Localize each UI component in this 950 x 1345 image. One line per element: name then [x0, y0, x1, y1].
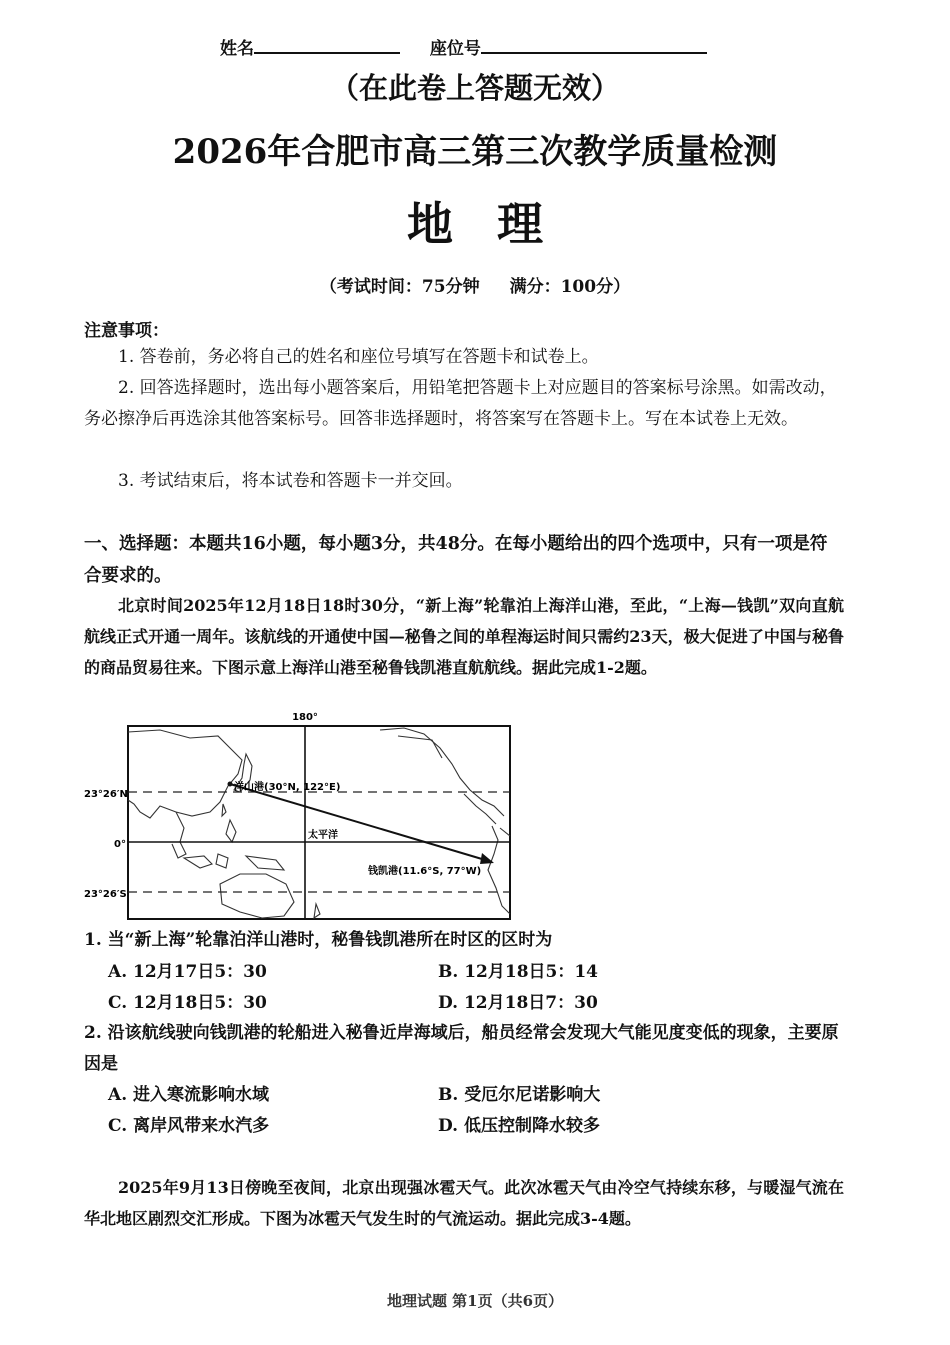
question-2-option-b: B. 受厄尔尼诺影响大	[438, 1085, 601, 1105]
time-info: （考试时间：75分钟	[319, 277, 480, 297]
question-1-option-d: D. 12月18日7：30	[438, 993, 598, 1013]
notice-item-2: 2. 回答选择题时，选出每小题答案后，用铅笔把答题卡上对应题目的答案标号涂黑。如需改动，务必擦净后再选涂其他答案标号。回答非选择题时，将答案写在答题卡上。写在本试卷上无效。	[84, 378, 837, 429]
section-heading: 一、选择题：本题共16小题，每小题3分，共48分。在每小题给出的四个选项中，只有一项是符合要求的。	[84, 534, 828, 586]
name-seat-line	[220, 34, 707, 59]
invalid-note: （在此卷上答题无效）	[329, 71, 620, 105]
lat-equator-label: 0°	[114, 839, 126, 850]
notice-item-3: 3. 考试结束后，将本试卷和答题卡一并交回。	[118, 471, 463, 491]
exam-title: 2026年合肥市高三第三次教学质量检测	[172, 132, 778, 172]
meridian-180-label: 180°	[292, 712, 318, 723]
question-1-stem: 1. 当“新上海”轮靠泊洋山港时，秘鲁钱凯港所在时区的区时为	[84, 930, 553, 950]
lat-south-label: 23°26′S	[84, 889, 127, 900]
yangshan-port-label: 洋山港(30°N, 122°E)	[234, 782, 341, 793]
notice-heading: 注意事项：	[84, 321, 169, 341]
notice-item-1: 1. 答卷前，务必将自己的姓名和座位号填写在答题卡和试卷上。	[118, 347, 599, 367]
name-label: 姓名	[220, 39, 254, 59]
question-2-option-a: A. 进入寒流影响水域	[108, 1085, 270, 1105]
passage-1: 北京时间2025年12月18日18时30分，“新上海”轮靠泊上海洋山港，至此，“上海—钱凯”双向直航航线正式开通一周年。该航线的开通使中国—秘鲁之间的单程海运时间只需约23天，极大促进了中国与秘鲁的商品贸易往来。下图示意上海洋山港至秘鲁钱凯港直航航线。据此完成1-2题。	[84, 596, 844, 677]
question-2-option-d: D. 低压控制降水较多	[438, 1116, 600, 1136]
pacific-ocean-label: 太平洋	[308, 830, 338, 841]
question-1-option-b: B. 12月18日5：14	[438, 962, 599, 982]
shipping-route-map	[80, 708, 520, 922]
yangshan-port-dot	[228, 782, 233, 787]
seat-blank	[481, 38, 707, 54]
question-2-stem: 2. 沿该航线驶向钱凯港的轮船进入秘鲁近岸海域后，船员经常会发现大气能见度变低的现象，主要原因是	[84, 1023, 839, 1074]
page-footer: 地理试题 第1页（共6页）	[386, 1292, 564, 1310]
score-info: 满分：100分）	[509, 277, 631, 297]
question-1-option-a: A. 12月17日5：30	[108, 962, 267, 982]
question-1-option-c: C. 12月18日5：30	[108, 993, 267, 1013]
passage-2: 2025年9月13日傍晚至夜间，北京出现强冰雹天气。此次冰雹天气由冷空气持续东移，与暖湿气流在华北地区剧烈交汇形成。下图为冰雹天气发生时的气流运动。据此完成3-4题。	[84, 1178, 844, 1228]
subject-title: 地理	[407, 197, 587, 251]
name-blank	[254, 38, 400, 54]
question-2-option-c: C. 离岸风带来水汽多	[108, 1116, 270, 1136]
exam-info	[0, 272, 950, 297]
lat-north-label: 23°26′N	[84, 789, 128, 800]
map-frame	[128, 726, 510, 919]
chancay-port-label: 钱凯港(11.6°S, 77°W)	[368, 866, 482, 877]
seat-label: 座位号	[429, 39, 481, 59]
